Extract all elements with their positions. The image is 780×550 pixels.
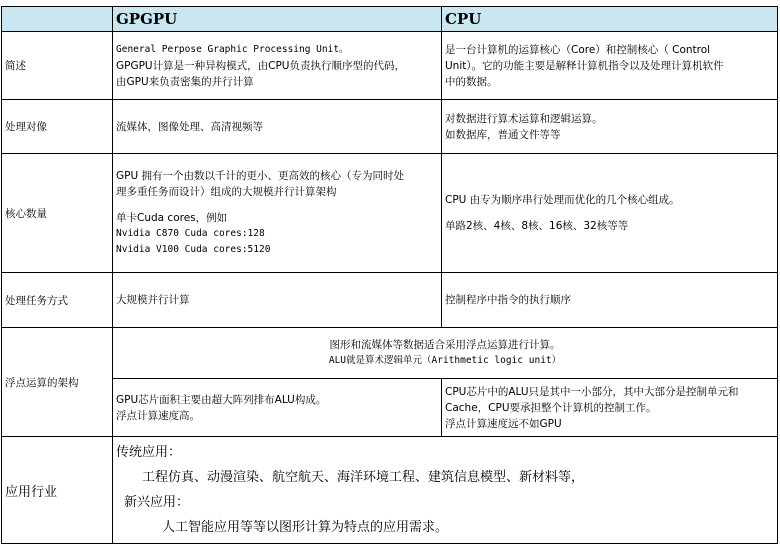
gpu-float-line: 浮点计算速度高。	[116, 409, 200, 422]
row-cores	[2, 154, 778, 273]
row-mode	[2, 273, 778, 328]
label-cores: 核心数量	[2, 154, 113, 273]
comparison-table	[1, 6, 778, 544]
gpu-float	[113, 379, 442, 437]
spacer	[116, 200, 438, 210]
cpu-float	[442, 379, 778, 437]
label-industry: 应用行业	[2, 437, 113, 544]
industry-content	[113, 437, 778, 544]
industry-line: 工程仿真、动漫渲染、航空航天、海洋环境工程、建筑信息模型、新材料等，	[142, 470, 585, 485]
gpu-cores-list-item: 单卡Cuda cores，例如	[116, 212, 228, 224]
gpu-mode-text: 大规模并行计算	[116, 294, 190, 306]
label-summary: 简述	[2, 32, 113, 100]
industry-line: 新兴应用：	[124, 495, 190, 510]
row-float-shared	[2, 328, 778, 379]
spacer	[445, 208, 774, 218]
float-shared-line: 图形和流媒体等数据适合采用浮点运算进行计算。	[329, 339, 561, 351]
cpu-mode-text: 控制程序中指令的执行顺序	[445, 294, 571, 306]
industry-line: 传统应用：	[116, 445, 182, 460]
gpu-objects	[113, 100, 442, 154]
cpu-float-line: 浮点计算速度远不如GPU	[445, 417, 562, 430]
cpu-cores-line: CPU 由专为顺序串行处理而优化的几个核心组成。	[445, 194, 680, 206]
cpu-summary	[442, 32, 778, 100]
gpu-objects-text: 流媒体，图像处理、高清视频等	[116, 120, 263, 133]
gpu-cores-line: 理多重任务而设计）组成的大规模并行计算架构	[116, 186, 337, 198]
row-float-detail	[2, 379, 778, 437]
cpu-cores	[442, 154, 778, 273]
cpu-summary-line: Unit）。它的功能主要是解释计算机指令以及处理计算机软件	[445, 59, 724, 72]
gpu-cores	[113, 154, 442, 273]
cpu-objects-line: 对数据进行算术运算和逻辑运算。	[445, 112, 603, 125]
header-gpgpu: GPGPU	[113, 7, 442, 32]
float-shared	[113, 328, 778, 379]
gpu-cores-list-item: Nvidia V100 Cuda cores:5120	[116, 244, 271, 255]
gpu-summary-line: 由GPU来负责密集的并行计算	[116, 75, 254, 88]
gpu-mode	[113, 273, 442, 328]
gpu-summary-line: GPGPU计算是一种异构模式，由CPU负责执行顺序型的代码，	[116, 59, 405, 72]
gpu-cores-list-item: Nvidia C870 Cuda cores:128	[116, 228, 265, 239]
row-industry	[2, 437, 778, 544]
gpu-cores-line: GPU 拥有一个由数以千计的更小、更高效的核心（专为同时处	[116, 170, 404, 182]
header-row	[2, 7, 778, 32]
row-summary	[2, 32, 778, 100]
cpu-objects-line: 如数据库，普通文件等等	[445, 128, 561, 141]
cpu-objects	[442, 100, 778, 154]
label-objects: 处理对像	[2, 100, 113, 154]
cpu-float-line: CPU芯片中的ALU只是其中一小部分，其中大部分是控制单元和	[445, 385, 739, 398]
gpu-summary-line: General Perpose Graphic Processing Unit。	[116, 43, 349, 55]
cpu-float-line: Cache，CPU要承担整个计算机的控制工作。	[445, 401, 657, 414]
header-corner	[2, 7, 113, 32]
label-float: 浮点运算的架构	[2, 328, 113, 437]
float-shared-line: ALU就是算术逻辑单元（Arithmetic logic unit）	[328, 355, 562, 366]
row-objects	[2, 100, 778, 154]
cpu-summary-line: 是一台计算机的运算核心（Core）和控制核心（ Control	[445, 43, 711, 56]
label-mode: 处理任务方式	[2, 273, 113, 328]
gpu-float-line: GPU芯片面积主要由超大阵列排布ALU构成。	[116, 393, 327, 406]
gpu-summary	[113, 32, 442, 100]
cpu-summary-line: 中的数据。	[445, 75, 498, 88]
header-cpu: CPU	[442, 7, 778, 32]
cpu-cores-line: 单路2核、4核、8核、16核、32核等等	[445, 220, 629, 232]
cpu-mode	[442, 273, 778, 328]
industry-line: 人工智能应用等等以图形计算为特点的应用需求。	[162, 520, 449, 535]
